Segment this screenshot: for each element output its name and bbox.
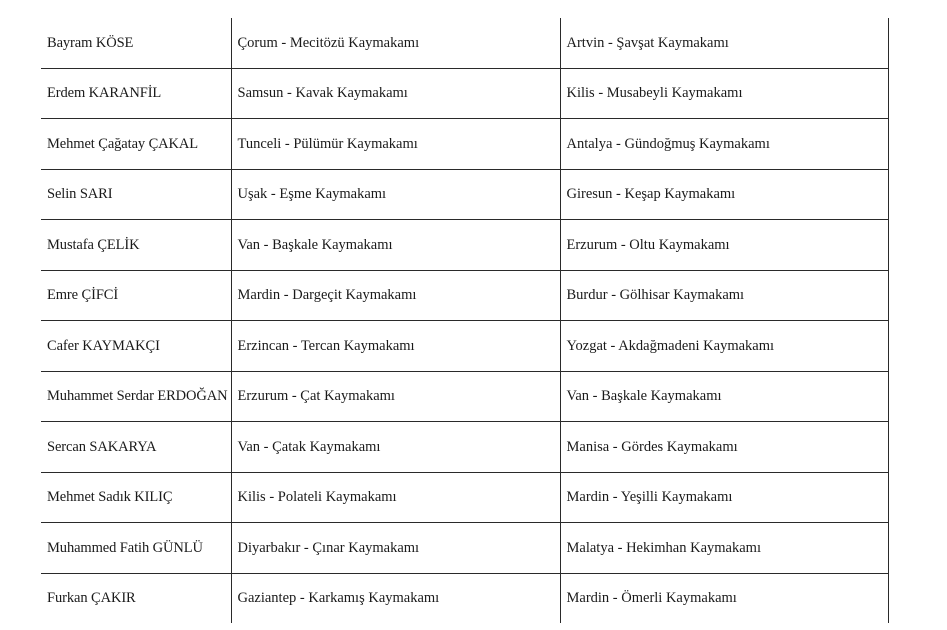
table-row (41, 68, 888, 119)
current-post: Erzincan - Tercan Kaymakamı (231, 321, 560, 372)
new-post: Erzurum - Oltu Kaymakamı (560, 220, 888, 271)
official-name: Mehmet Sadık KILIÇ (41, 472, 231, 523)
appointments-table (41, 18, 889, 623)
table-row (41, 169, 888, 220)
table-row (41, 523, 888, 574)
official-name: Bayram KÖSE (41, 18, 231, 68)
new-post: Antalya - Gündoğmuş Kaymakamı (560, 119, 888, 170)
current-post: Van - Çatak Kaymakamı (231, 422, 560, 473)
official-name: Erdem KARANFİL (41, 68, 231, 119)
table-row (41, 472, 888, 523)
new-post: Artvin - Şavşat Kaymakamı (560, 18, 888, 68)
new-post: Kilis - Musabeyli Kaymakamı (560, 68, 888, 119)
new-post: Manisa - Gördes Kaymakamı (560, 422, 888, 473)
current-post: Diyarbakır - Çınar Kaymakamı (231, 523, 560, 574)
table-row (41, 573, 888, 623)
current-post: Tunceli - Pülümür Kaymakamı (231, 119, 560, 170)
new-post: Burdur - Gölhisar Kaymakamı (560, 270, 888, 321)
official-name: Emre ÇİFCİ (41, 270, 231, 321)
official-name: Muhammet Serdar ERDOĞAN (41, 371, 231, 422)
current-post: Erzurum - Çat Kaymakamı (231, 371, 560, 422)
new-post: Malatya - Hekimhan Kaymakamı (560, 523, 888, 574)
table-row (41, 270, 888, 321)
current-post: Gaziantep - Karkamış Kaymakamı (231, 573, 560, 623)
official-name: Muhammed Fatih GÜNLÜ (41, 523, 231, 574)
table-row (41, 18, 888, 68)
official-name: Mustafa ÇELİK (41, 220, 231, 271)
official-name: Cafer KAYMAKÇI (41, 321, 231, 372)
table-row (41, 321, 888, 372)
current-post: Kilis - Polateli Kaymakamı (231, 472, 560, 523)
table-row (41, 119, 888, 170)
new-post: Giresun - Keşap Kaymakamı (560, 169, 888, 220)
official-name: Mehmet Çağatay ÇAKAL (41, 119, 231, 170)
current-post: Çorum - Mecitözü Kaymakamı (231, 18, 560, 68)
new-post: Mardin - Ömerli Kaymakamı (560, 573, 888, 623)
official-name: Furkan ÇAKIR (41, 573, 231, 623)
official-name: Sercan SAKARYA (41, 422, 231, 473)
official-name: Selin SARI (41, 169, 231, 220)
table-row (41, 371, 888, 422)
current-post: Uşak - Eşme Kaymakamı (231, 169, 560, 220)
current-post: Mardin - Dargeçit Kaymakamı (231, 270, 560, 321)
new-post: Van - Başkale Kaymakamı (560, 371, 888, 422)
current-post: Samsun - Kavak Kaymakamı (231, 68, 560, 119)
current-post: Van - Başkale Kaymakamı (231, 220, 560, 271)
new-post: Yozgat - Akdağmadeni Kaymakamı (560, 321, 888, 372)
table-row (41, 422, 888, 473)
table-row (41, 220, 888, 271)
new-post: Mardin - Yeşilli Kaymakamı (560, 472, 888, 523)
